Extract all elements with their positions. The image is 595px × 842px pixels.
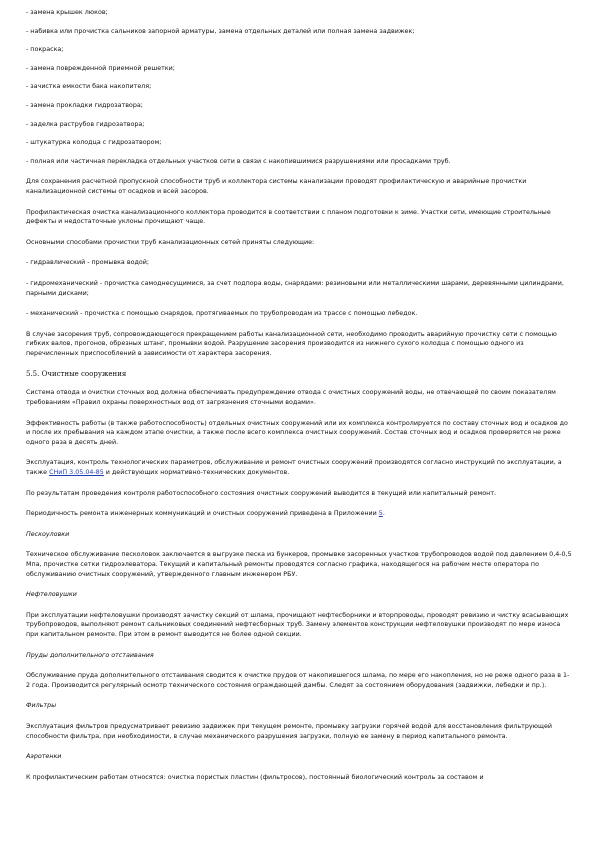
paragraph-ponds: Обслуживание пруда дополнительного отстаивания сводится к очистке прудов от накопившегося шлама, по мере его накопления, но не реже одного раза в 1-2 года. Производится регулярный осмотр технического состояния ограждающей дамбы. Следят за состоянием оборудования (задвижки, лебедки и пр.). [26,672,570,689]
list-item-mechanical: - механический - прочистка с помощью снарядов, протягиваемых по трубопроводам из трассе с помощью лебедок. [26,310,418,318]
subheading-ponds: Пруды дополнительного отстаивания [26,651,154,659]
subheading-aerotanks: Аэротенки [26,753,62,761]
list-item: - замена прокладки гидрозатвора; [26,101,143,109]
paragraph-repair-period [26,509,573,519]
list-item-hydraulic: - гидравлический - промывка водой; [26,259,149,267]
snip-link[interactable]: СНиП 3.05.04-85 [49,469,104,477]
paragraph-aerotanks: К профилактическим работам относятся: очистка пористых пластин (фильтросов), постоянный биологический контроль за составом и [26,773,484,781]
paragraph-repair-control: По результатам проведения контроля работоспособного состояния очистных сооружений выводится в текущий или капитальный ремонт. [26,489,497,497]
paragraph-repair-period-text: Периодичность ремонта инженерных коммуникаций и очистных сооружений приведена в Приложении [26,510,379,518]
paragraph-cleaning-purpose: Для сохранения расчетной пропускной способности труб и коллектора системы канализации проводят профилактическую и аварийные прочистки канализационной системы от осадков и всей засоров. [26,178,527,195]
list-item: - заделка раструбов гидрозатвора; [26,120,145,128]
list-item: - покраска; [26,46,64,54]
paragraph-emergency-cleaning: В случае засорения труб, сопровождающегося прекращением работы канализационной сети, необходимо проводить аварийную прочистку сети с помощью гибких валов, прогонов, обрезных штанг, промывки водой. Разрушение засорения производится из нижнего сухого колодца с помощью одного из перечисленных приспособлений в зависимости от характера засорения. [26,330,557,357]
paragraph-preventive-cleaning: Профилактическая очистка канализационного коллектора проводится в соответствии с планом подготовки к зиме. Участки сети, имеющие строительные дефекты и недостаточные уклоны прочищают чаще. [26,208,551,226]
paragraph-sand-traps: Техническое обслуживание песколовок заключается в выгрузке песка из бункеров, промывке засоренных участков трубопроводов водой под давлением 0,4-0,5 Мпа, прочистке сетки гидроэлеватора. Текущий и капитальный ремонты проводятся согласно графика, находящегося на рабочем месте оператора по обслуживанию очистных сооружений, утвержденного главным инженером РБУ. [26,551,572,578]
section-heading: 5.5. Очистные сооружения [26,370,127,379]
subheading-filters: Фильтры [26,702,57,710]
paragraph-discharge-system: Система отвода и очистки сточных вод должна обеспечивать предупреждение отвода с очистных сооружений воды, не отвечающей по своим показателям требованиям «Правил охраны поверхностных вод от загрязнения сточными водами». [26,389,556,407]
list-item: - замена поврежденной приемной решетки; [26,64,175,72]
paragraph-methods-intro: Основными способами прочистки труб канализационных сетей приняты следующие: [26,238,315,246]
subheading-sand-traps: Пескоуловки [26,530,70,538]
paragraph-efficiency: Эффективность работы (в также работоспособность) отдельных очистных сооружений или их комплекса контролируется по составу сточных вод и осадков до и после их пребывания на каждом этапе очистки, а также после всего комплекса очистных сооружений. Состав сточных вод и осадков проверяется не реже одного раза в десять дней. [26,419,568,446]
list-item: - замена крышек люков; [26,9,108,16]
list-item: - зачистка емкости бака накопителя; [26,83,152,91]
list-item: - штукатурка колодца с гидрозатвором; [26,139,162,147]
list-item: - полная или частичная перекладка отдельных участков сети в связи с накопившимися разрушениями или просадками труб. [26,157,451,165]
list-item-hydromechanical: - гидромеханический - прочистка самоднесущимися, за счет подпора воды, снарядами: резиновыми или металлическими шарами, деревянными цилиндрами, парными дисками; [26,279,564,297]
paragraph-operation-text-end: и действующих нормативно-технических документов. [103,469,290,477]
list-item: - набивка или прочистка сальников запорной арматуры, замена отдельных деталей или полная замена задвижек; [26,27,415,35]
paragraph-operation [26,458,573,477]
paragraph-operation-text: Эксплуатация, контроль технологических параметров, обслуживание и ремонт очистных сооружений производятся согласно инструкций по эксплуатации, а также [26,459,562,477]
subheading-oil-traps: Нефтеловушки [26,591,77,599]
appendix-link[interactable]: 5 [378,510,383,518]
paragraph-filters: Эксплуатация фильтров предусматривает ревизию задвижек при текущем ремонте, промывку загрузки горячей водой для восстановления фильтрующей способности фильтра, при необходимости, в случае механического разрушения загрузки, полную ее замену в период капитального ремонта. [26,722,553,740]
paragraph-oil-traps: При эксплуатации нефтеловушки производят зачистку секций от шлама, прочищают нефтесборники и вторпроводы, проводят ревизию и чистку всасывающих трубопроводов, выполняют ремонт сальниковых соединений нефтесборных труб. Замену элементов конструкции нефтеловушки производят по мере износа при капитальном ремонте. При этом в ремонт выводится не более одной секции. [26,611,569,638]
paragraph-repair-period-dot: . [382,510,385,518]
